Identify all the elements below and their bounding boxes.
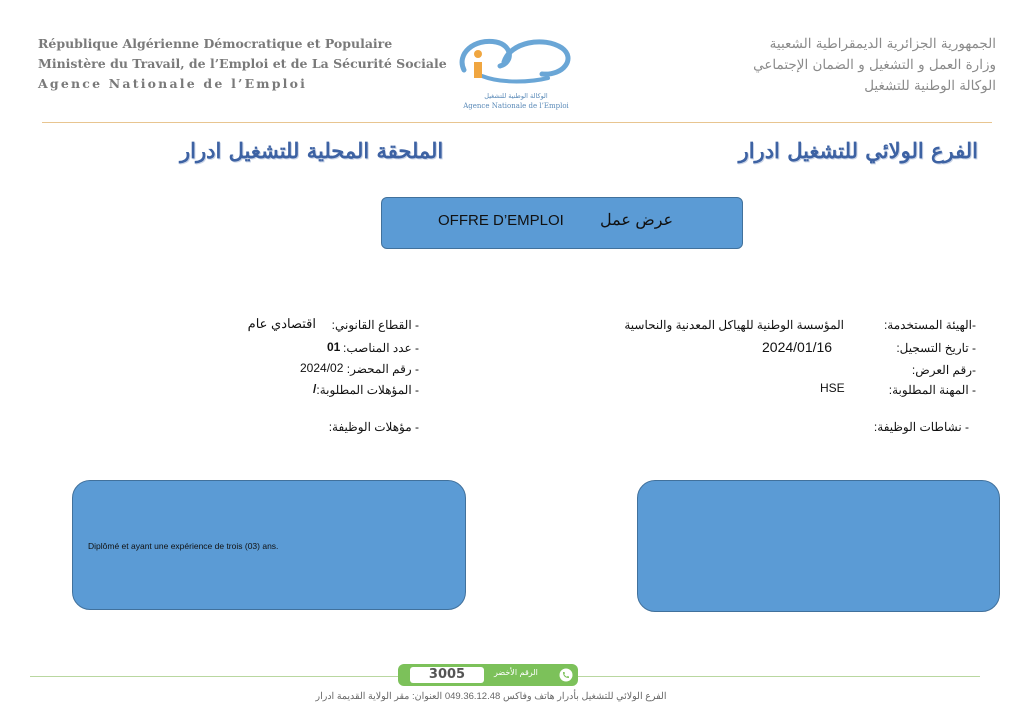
anem-logo-icon bbox=[452, 32, 580, 94]
logo-caption-fr: Agence Nationale de l’Emploi bbox=[463, 102, 569, 110]
offer-title-box bbox=[381, 197, 743, 249]
branch-title-left: الملحقة المحلية للتشغيل ادرار bbox=[180, 138, 444, 163]
header-arabic-block bbox=[753, 34, 996, 97]
positions-value: 01 bbox=[327, 340, 341, 354]
job-activities-box bbox=[637, 480, 1000, 612]
anem-logo bbox=[452, 32, 580, 116]
green-number: 3005 bbox=[428, 667, 466, 682]
positions-label: - عدد المناصب: bbox=[343, 341, 419, 355]
header-ar-agency: الوكالة الوطنية للتشغيل bbox=[864, 78, 996, 94]
reg-date-label: - تاريخ التسجيل: bbox=[896, 341, 976, 355]
employer-value: المؤسسة الوطنية للهياكل المعدنية والنحاسية bbox=[624, 318, 844, 332]
header-divider bbox=[42, 122, 992, 123]
header-ar-ministry: وزارة العمل و التشغيل و الضمان الإجتماعي bbox=[753, 57, 996, 73]
job-qualifications-label: - مؤهلات الوظيفة: bbox=[328, 420, 419, 434]
profession-label: - المهنة المطلوبة: bbox=[888, 383, 976, 397]
header-french-block bbox=[38, 34, 447, 94]
job-qualifications-text: Diplômé et ayant une expérience de trois (03) ans. bbox=[88, 541, 279, 551]
header-ar-republic: الجمهورية الجزائرية الديمقراطية الشعبية bbox=[769, 36, 996, 52]
qualifications-value: / bbox=[313, 382, 317, 396]
profession-value: HSE bbox=[820, 381, 845, 395]
green-number-label: الرقم الأخضر bbox=[494, 668, 538, 677]
green-number-box bbox=[410, 667, 484, 683]
phone-icon bbox=[559, 668, 573, 682]
offer-title-ar: عرض عمل bbox=[600, 212, 674, 229]
green-number-badge bbox=[398, 664, 578, 686]
branch-title-right: الفرع الولائي للتشغيل ادرار bbox=[738, 138, 978, 163]
offer-title-fr: OFFRE D’EMPLOI bbox=[438, 212, 564, 229]
job-qualifications-box bbox=[72, 480, 466, 610]
minutes-label: - رقم المحضر: bbox=[346, 362, 419, 376]
activities-label: - نشاطات الوظيفة: bbox=[873, 420, 969, 434]
employer-label: -الهيئة المستخدمة: bbox=[883, 318, 976, 332]
legal-sector-value: اقتصادي عام bbox=[247, 316, 316, 331]
legal-sector-label: - القطاع القانوني: bbox=[331, 318, 419, 332]
qualifications-label: - المؤهلات المطلوبة: bbox=[316, 383, 419, 397]
footer-address: الفرع الولائي للتشغيل بأدرار هاتف وفاكس 049.36.12.48 العنوان: مقر الولاية القديمة ادرار bbox=[315, 691, 667, 702]
offer-number-label: -رقم العرض: bbox=[911, 363, 976, 377]
header-fr-republic: République Algérienne Démocratique et Populaire bbox=[38, 36, 393, 51]
header-fr-ministry: Ministère du Travail, de l’Emploi et de La Sécurité Sociale bbox=[38, 56, 447, 71]
reg-date-value: 2024/01/16 bbox=[762, 339, 833, 355]
header-fr-agency: Agence Nationale de l’Emploi bbox=[38, 76, 308, 91]
logo-caption-ar: الوكالة الوطنية للتشغيل bbox=[484, 92, 548, 100]
minutes-value: 2024/02 bbox=[300, 361, 344, 375]
